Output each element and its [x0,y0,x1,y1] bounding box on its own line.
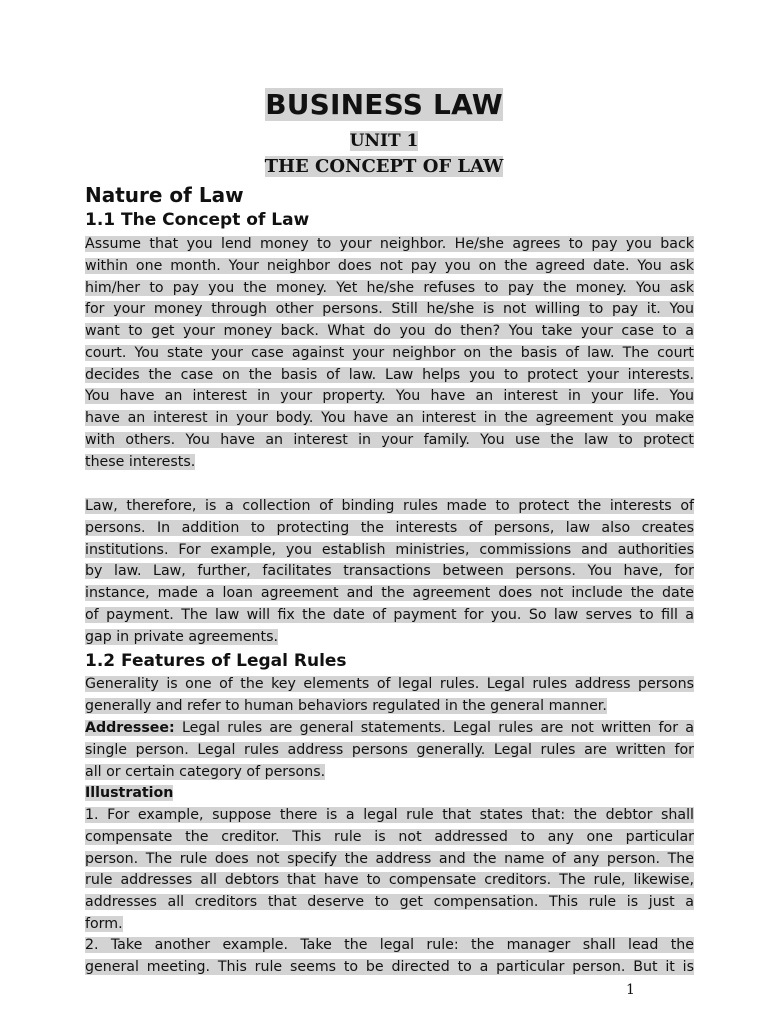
paragraph-line: court. You state your case against your neighbor on the basis of law. The court [85,344,694,361]
paragraph-addressee [85,718,694,783]
section-heading: Nature of Law [85,183,244,207]
paragraph-line: addresses all creditors that deserve to get compensation. This rule is just a [85,894,694,910]
paragraph-line: persons. In addition to protecting the interests of persons, law also creates [85,519,694,536]
paragraph-line: You have an interest in your property. You have an interest in your life. You [85,388,694,405]
paragraph-2 [85,496,694,648]
paragraph-line: all or certain category of persons. [85,763,326,780]
paragraph-line: form. [85,915,123,932]
paragraph-3 [85,674,694,718]
illustration-label [85,783,694,805]
paragraph-line: within one month. Your neighbor does not pay you on the agreed date. You ask [85,257,694,274]
paragraph-line: for your money through other persons. Still he/she is not willing to pay it. You [85,301,694,318]
document-title-text: BUSINESS LAW [265,88,503,121]
unit-heading [0,130,768,152]
paragraph-line: gap in private agreements. [85,628,279,645]
paragraph-line: 1. For example, suppose there is a legal rule that states that: the debtor shall [85,807,694,823]
subsection-heading-2: 1.2 Features of Legal Rules [85,651,347,671]
paragraph-line: person. The rule does not specify the address and the name of any person. The [85,850,694,867]
paragraph-line: decides the case on the basis of law. Law helps you to protect your interests. [85,366,694,383]
page-number: 1 [626,982,635,998]
paragraph-line: Addressee: Legal rules are general statements. Legal rules are not written for a [85,720,694,736]
paragraph-line: generally and refer to human behaviors regulated in the general manner. [85,697,607,714]
paragraph-line: institutions. For example, you establish ministries, commissions and authorities [85,541,694,558]
paragraph-1 [85,234,694,473]
addressee-label: Addressee: [85,720,175,736]
paragraph-line: instance, made a loan agreement and the agreement does not include the date [85,585,694,601]
paragraph-line: Generality is one of the key elements of legal rules. Legal rules address persons [85,676,694,692]
paragraph-line: single person. Legal rules address persons generally. Legal rules are written for [85,741,694,758]
paragraph-illustration-1 [85,805,694,936]
paragraph-line: by law. Law, further, facilitates transactions between persons. You have, for [85,563,694,580]
chapter-heading [0,156,768,178]
document-title [0,86,768,124]
paragraph-line: compensate the creditor. This rule is not addressed to any one particular [85,828,694,845]
paragraph-line: 2. Take another example. Take the legal rule: the manager shall lead the [85,937,694,953]
paragraph-line: want to get your money back. What do you do then? You take your case to a [85,323,694,339]
unit-heading-text: UNIT 1 [349,131,419,151]
paragraph-line: these interests. [85,453,196,470]
paragraph-line: with others. You have an interest in your family. You use the law to protect [85,431,694,448]
paragraph-line: Law, therefore, is a collection of binding rules made to protect the interests of [85,498,694,514]
chapter-heading-text: THE CONCEPT OF LAW [264,156,504,177]
paragraph-line: Illustration [85,785,174,801]
paragraph-line: of payment. The law will fix the date of payment for you. So law serves to fill a [85,606,694,623]
paragraph-line: general meeting. This rule seems to be directed to a particular person. But it is [85,958,694,975]
paragraph-line: him/her to pay you the money. Yet he/she refuses to pay the money. You ask [85,279,694,296]
paragraph-line: rule addresses all debtors that have to compensate creditors. The rule, likewise, [85,872,694,889]
subsection-heading-1: 1.1 The Concept of Law [85,210,310,230]
paragraph-line: have an interest in your body. You have an interest in the agreement you make [85,410,694,426]
paragraph-illustration-2 [85,935,694,979]
paragraph-line: Assume that you lend money to your neighbor. He/she agrees to pay you back [85,236,694,252]
